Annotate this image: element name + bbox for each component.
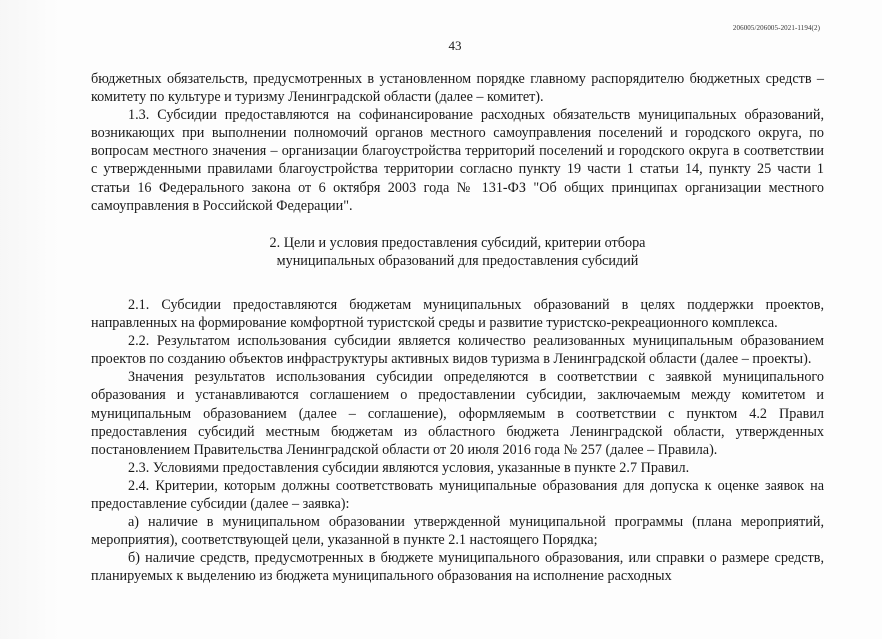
section-heading-line-2: муниципальных образований для предоставления субсидий [276, 252, 639, 269]
paragraph-1-3: 1.3. Субсидии предоставляются на софинансирование расходных обязательств муниципальных образований, возникающих при выполнении полномочий органов местного самоуправления поселений и городского округа, по вопросам местного значения – организации благоустройства территорий поселений и городского округа в соответствии с утвержденными правилами благоустройства территории согласно пункту 19 части 1 статьи 14, пункту 25 части 1 статьи 16 Федерального закона от 6 октября 2003 года № 131-ФЗ "Об общих принципах организации местного самоуправления в Российской Федерации". [91, 107, 824, 214]
section-heading [91, 234, 824, 270]
list-item-a: а) наличие в муниципальном образовании утвержденной муниципальной программы (плана мероприятий, мероприятия), соответствующей цели, указанной в пункте 2.1 настоящего Порядка; [91, 514, 824, 549]
paragraph-2-1: 2.1. Субсидии предоставляются бюджетам муниципальных образований в целях поддержки проектов, направленных на формирование комфортной туристской среды и развитие туристско-рекреационного комплекса. [91, 296, 824, 332]
paragraph-continuation: бюджетных обязательств, предусмотренных в установленном порядке главному распорядителю бюджетных средств – комитету по культуре и туризму Ленинградской области (далее – комитет). [91, 71, 824, 106]
list-item-b: б) наличие средств, предусмотренных в бюджете муниципального образования, или справки о размере средств, планируемых к выделению из бюджета муниципального образования на исполнение расходных [91, 550, 824, 585]
paragraph-2-3: 2.3. Условиями предоставления субсидии являются условия, указанные в пункте 2.7 Правил. [128, 459, 690, 476]
section-heading-line-1: 2. Цели и условия предоставления субсидий, критерии отбора [269, 234, 646, 251]
paragraph-2-4: 2.4. Критерии, которым должны соответствовать муниципальные образования для допуска к оценке заявок на предоставление субсидии (далее – заявка): [91, 477, 824, 512]
document-body [91, 70, 824, 585]
paragraph-2-2: 2.2. Результатом использования субсидии является количество реализованных муниципальным образованием проектов по созданию объектов инфраструктуры активных видов туризма в Ленинградской области (далее – проекты). [91, 333, 824, 368]
document-id: 206005/206005-2021-1194(2) [732, 24, 820, 32]
paragraph-result-values: Значения результатов использования субсидии определяются в соответствии с заявкой муниципального образования и устанавливаются соглашением о предоставлении субсидии, заключаемым между комитетом и муниципальным образованием (далее – соглашение), оформляемым в соответствии с пунктом 4.2 Правил предоставления субсидий местным бюджетам из областного бюджета Ленинградской области, утвержденных постановлением Правительства Ленинградской области от 20 июля 2016 года № 257 (далее – Правила). [91, 369, 824, 458]
scan-edge-shading [0, 0, 60, 639]
page-number: 43 [448, 38, 462, 53]
